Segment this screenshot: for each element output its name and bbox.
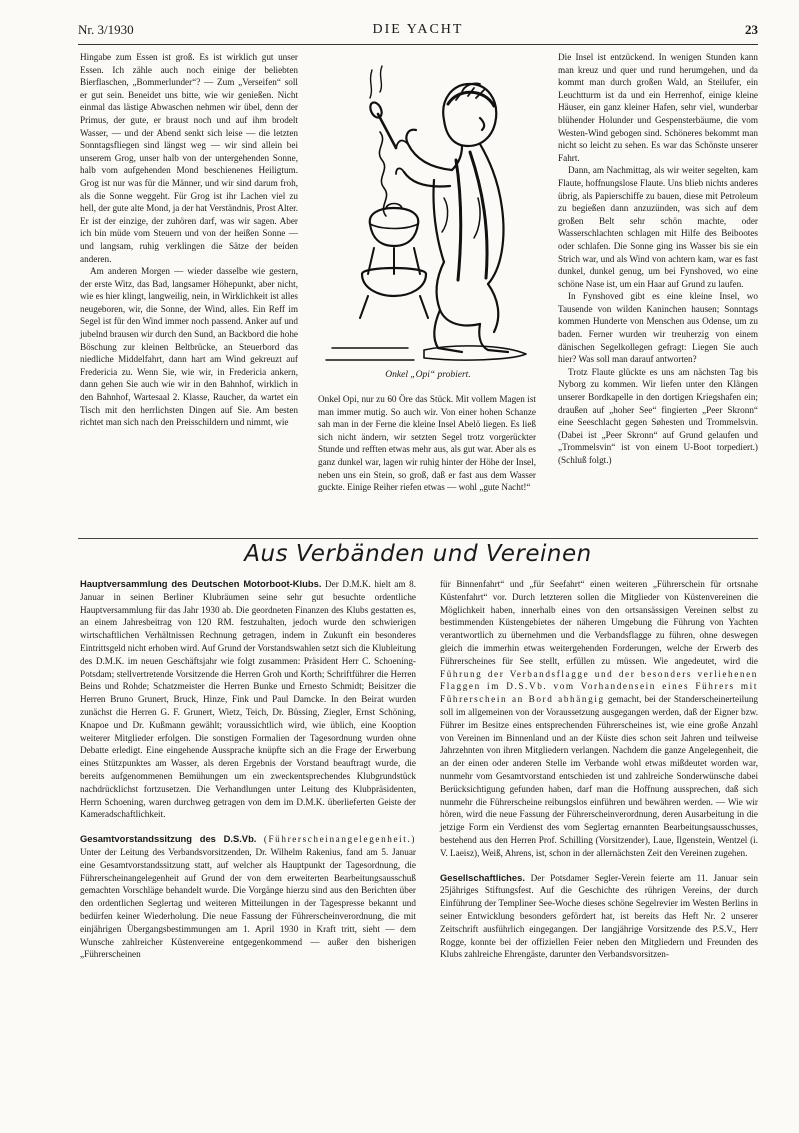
news-item <box>80 578 416 821</box>
news-item <box>80 833 416 961</box>
news-text: Der Potsdamer Segler-Verein feierte am 11. Januar sein 25jähriges Stiftungsfest. Auf die Geschichte des rührigen Vereins, der durch Einführung der Templiner See-Woche dieses schöne Segelrevier im Westen Berlins in seiner Entwicklung besonders gefördert hat, ist bereits das Heft Nr. 2 unserer Zeitschrift ausführlich eingegangen. Der langjährige Vorsitzende des P.S.V., Herr Rogge, konnte bei der offiziellen Feier neben den Mitgliedern und Freunden des Klubs zahlreiche Ehrengäste, darunter den Verbandsvorsitzen- <box>440 872 758 960</box>
news-item <box>440 578 758 860</box>
section-rule <box>78 538 758 539</box>
page-header <box>78 22 758 44</box>
article-paragraph: Dann, am Nachmittag, als wir weiter segelten, kam Flaute, hoffnungslose Flaute. Uns blieb nichts anderes übrig, als Papierschiffe zu bauen, diese mit Petroleum zu begießen dann anzuzünden, was sich auf dem großen Belt sehr schön machte, oder Wasserschlachten schlagen mit Hilfe des Beibootes oder schlafen. Die Sonne ging ins Wasser bis sie ein Strich war, und als Wind von achtern kam, war es fast dunkel, dunkel genug, um bei Fynshoved, wo eine schöne Nase ist, um ein Haar auf Grund zu laufen. <box>558 165 758 289</box>
news-item <box>440 872 758 962</box>
news-text: Der D.M.K. hielt am 8. Januar in seinen Berliner Klubräumen seine sehr gut besuchte ordentliche Hauptversammlung für das Jahr 1930 ab. Die geordneten Finanzen des Klubs gestatten es, an einem Jahresbeitrag von 120 RM. festzuhalten, jedoch wurde den schwierigen wirtschaftlichen Verhältnissen Rechnung getragen, indem in Zukunft ein besonderes Eintrittsgeld nicht erhoben wird. Auf Grund der Vorstandswahlen setzt sich die Klubleitung des D.M.K. im neuen Geschäftsjahr wie folgt zusammen: Präsident Herr C. Schoening-Potsdam; stellvertretende Vorsitzende die Herren Groh und Korth; Schriftführer die Herren Beins und Rohde; Schatzmeister die Herren Bunke und Ernesto Schmidt; Beisitzer die Herren Bruno Grunert, Bruck, Hinze, Fink und Paul Damcke. In den Beirat wurden zunächst die Herren G. F. Grunert, Wietz, Teich, Dr. Büssing, Ziegler, Ernst Schöning, Knapoe und Dr. Kußmann gewählt; voraussichtlich wird, wie üblich, eine Kooption weiterer Mitglieder erfolgen. Die sonstigen Formalien der Tagesordnung wurden ohne Debatte erledigt. Eine eingehende Aussprache knüpfte sich an die Frage der Erwerbung eines Stützpunktes am Wasser, als deren Ergebnis der Vorstand beauftragt wurde, die bereits aufgenommenen Bemühungen um ein zweckentsprechendes Klubgrundstück nachdrücklichst fortzusetzen. Die Verhandlungen unter Leitung des Klubpräsidenten, Herrn Schoening, waren durchweg getragen von dem im D.M.K. überlieferten Geiste der Kameradschaftlichkeit. <box>80 579 416 820</box>
news-text: gemacht, bei der Standerscheinerteilung soll im allgemeinen von der Voraussetzung ausgegangen werden, daß der Eigner bzw. Führer im Besitze eines entsprechenden Führerscheines ist, wie eine große Anzahl von Vereinen im Binnenland und an der Küste dies schon seit Jahren und teilweise Jahrzehnten von ihren Mitgliedern verlangen. Nachdem die ganze Angelegenheit, die an der einen oder anderen Stelle im Verbande wohl etwas mißdeutet worden war, nunmehr vom Gesamtvorstand entschieden ist und zahlreiche Sonderwünsche dabei Berücksichtigung gefunden haben, darf man die Hoffnung aussprechen, daß sich nunmehr die Führerscheine reibungslos einführen und bewähren werden. — Wie wir hören, wird die neue Fassung der Führerscheinverordnung, deren Ausarbeitung in die jetzige Form ein Verdienst des vom Seglertag ernannten Bearbeitungsausschusses, bestehend aus den Herren Prof. Schilling (Vorsitzender), Laue, Ilgenstein, Wentzel (i. V. Laeisz), Weiß, Ahrens, ist, schon in der allernächsten Zeit den Vereinen zugehen. <box>440 694 759 858</box>
section-title: Aus Verbänden und Vereinen <box>244 541 592 567</box>
magazine-title: DIE YACHT <box>372 22 464 37</box>
article-paragraph: Onkel Opi, nur zu 60 Öre das Stück. Mit vollem Magen ist man immer mutig. So auch wir. Von einer hohen Schanze sah man in der Ferne die kleine Insel Abelö liegen. Es ließ sich nicht ändern, wir setzten Segel trotz vorgerückter Stunde und refften etwas mehr aus, als gut war. Aber als es ganz dunkel war, lagen wir ruhig hinter der Höhe der Insel, neben uns ein Stein, so groß, daß er fast aus dem Wasser guckte. Einige Reiher riefen etwas — wohl „gute Nacht!“ <box>318 394 536 493</box>
header-rule <box>78 44 758 45</box>
issue-number: Nr. 3/1930 <box>78 22 134 37</box>
page-number: 23 <box>745 22 758 37</box>
news-text: Unter der Leitung des Verbandsvorsitzenden, Dr. Wilhelm Rakenius, fand am 5. Januar eine Gesamtvorstandssitzung statt, auf welcher als Hauptpunkt der Tagesordnung, die Führerscheinangelegenheit auf Grund der von dem erweiterten Bearbeitungsausschuß gemachten Vorschläge behandelt wurde. Die Vorgänge hierzu sind aus den Berichten über den ordentlichen Seglertag und weiteren Mitteilungen in der Tagespresse bekannt und bedürfen keiner Wiederholung. Die neue Fassung der Führerscheinverordnung, die mit einjährigen Übergangsbestimmungen am 1. April 1930 in Kraft tritt, sieht — dem Wunsche zahlreicher Küstenvereine entgegenkommend — außer den bisherigen „Führerscheinen <box>80 846 416 960</box>
illustration-caption: Onkel „Opi“ probiert. <box>385 370 471 380</box>
news-emphasis: Führung der Verbandsflagge und der besonders verliehenen Flaggen im D.S.Vb. vom Vorhandensein eines Führers mit Führerschein an Bord abhängig <box>440 668 758 705</box>
news-text: für Binnenfahrt“ und „für Seefahrt“ einen weiteren „Führerschein für ortsnahe Küstenfahrt“ vor. Durch letzteren sollen die Mitglieder von Küstenvereinen die Möglichkeit haben, innerhalb eines von den ortsansässigen Vereinen selbst zu bestimmenden Küstengebietes der näheren Umgebung die Führung von Yachten verantwortlich zu übernehmen und die Verbandsflagge zu führen, ohne deswegen gleich die immerhin etwas weitergehenden Forderungen, welche der Erwerb des Führerscheines für See stellt, erfüllen zu müssen. Wie angedeutet, wird die <box>440 579 758 666</box>
article-paragraph: Hingabe zum Essen ist groß. Es ist wirklich gut unser Essen. Ich zähle auch noch einige der beliebten Bierflaschen, „Bommerlunder“? — Zum „Verseifen“ soll er gut sein. Beneidet uns bitte, wie wir genießen. Nicht einmal das lästige Abwaschen nehmen wir übel, denn der Primus, der gute, er braust noch und auf ihm brodelt Wasser, — und der Abend senkt sich leise — die letzten Sonntagsfliegen sind längst weg — wir sind allein bei unserem Grog, unser halb von der untergehenden Sonne, halb vom aufgehenden Mond beschienenes Heiligtum. Grog ist nur was für die Männer, und wir sind darum froh, als die Sonne weggeht. Für Grog ist ihr Lachen viel zu hell, der gute alte Mond, ja der hat Verständnis, Prost Alter. Er ist der einzige, der zuhören darf, was wir sagen. Aber ich bin müde vom Steuern und von der heißen Sonne — und langsam, ruhig verklingen die Sätze der beiden anderen. <box>80 52 298 264</box>
news-heading: Gesamtvorstandssitzung des D.S.Vb. <box>80 833 257 845</box>
illustration-man-cooking <box>312 48 544 368</box>
news-heading: Hauptversammlung des Deutschen Motorboot-Klubs. <box>80 578 322 589</box>
article-paragraph: Die Insel ist entzückend. In wenigen Stunden kann man kreuz und quer und rund herumgehen, und da kommt man durch großen Wald, an Steilufer, ein Leuchtturm ist da und ein Herrenhof, einige kleine Häuser, ein ganz kleiner Hafen, sehr viel, wunderbar blühender Holunder und Gespensterbäume, die vom Westen-Wind gebogen sind. Schöneres bekommt man nicht so leicht zu sehen. Es war das Schönste unserer Fahrt. <box>558 52 758 163</box>
article-paragraph: Am anderen Morgen — wieder dasselbe wie gestern, der erste Witz, das Bad, langsamer Höhepunkt, aber nicht, wie es hier klingt, langweilig, nein, in Wirklichkeit ist alles neugeboren, wir, die Sonne, der Wind, alles. Ein Reff im Segel ist für den Wind immer noch passend. Anker auf und jubelnd brausen wir durch den Sund, an Backbord die hohe Böschung zur kleinen Beltbrücke, an Steuerbord das niedliche Middelfahrt, dann hart am Wind gekreuzt auf Fredericia zu. Wenn Sie, wie wir, in Fredericia ankern, dann gehen Sie auch wie wir in den Bahnhof, wirklich in den Bahnhof, Wartesaal 2. Klasse, Raucher, da wartet ein Tisch mit den herrlichsten Dingen auf Sie. Am besten richtet man sich nach den Preisschildern und nimmt, wie <box>80 266 298 428</box>
article-column-3 <box>558 51 758 467</box>
article-paragraph: In Fynshoved gibt es eine kleine Insel, wo Tausende von wilden Kaninchen hausen; Sonntags kommen Hunderte von Menschen aus Odense, um zu baden. Ferner wurden wir treuherzig von einem dänischen Segelkollegen gefragt: Liegen Sie auch hier? Was soll man darauf antworten? <box>558 291 758 365</box>
news-heading: Gesellschaftliches. <box>440 871 525 883</box>
article-column-2 <box>318 393 536 494</box>
news-subheading: (Führerscheinangelegenheit.) <box>263 834 417 845</box>
news-column-2 <box>440 578 758 965</box>
article-column-1 <box>80 51 298 429</box>
article-paragraph: Trotz Flaute glückte es uns am nächsten Tag bis Nyborg zu kommen. Wir liefen unter den Klängen unserer Bordkapelle in den dortigen Kriegshafen ein; draußen auf „hoher See“ fingierten „Peer Skronn“ eine Seeschlacht gegen Søhesten und Trommelsvin. (Dabei ist „Peer Skronn“ auf Grund gelaufen und „Trommelsvin“ ist von einem U-Boot torpediert.) (Schluß folgt.) <box>558 366 758 465</box>
news-column-1 <box>80 578 416 965</box>
